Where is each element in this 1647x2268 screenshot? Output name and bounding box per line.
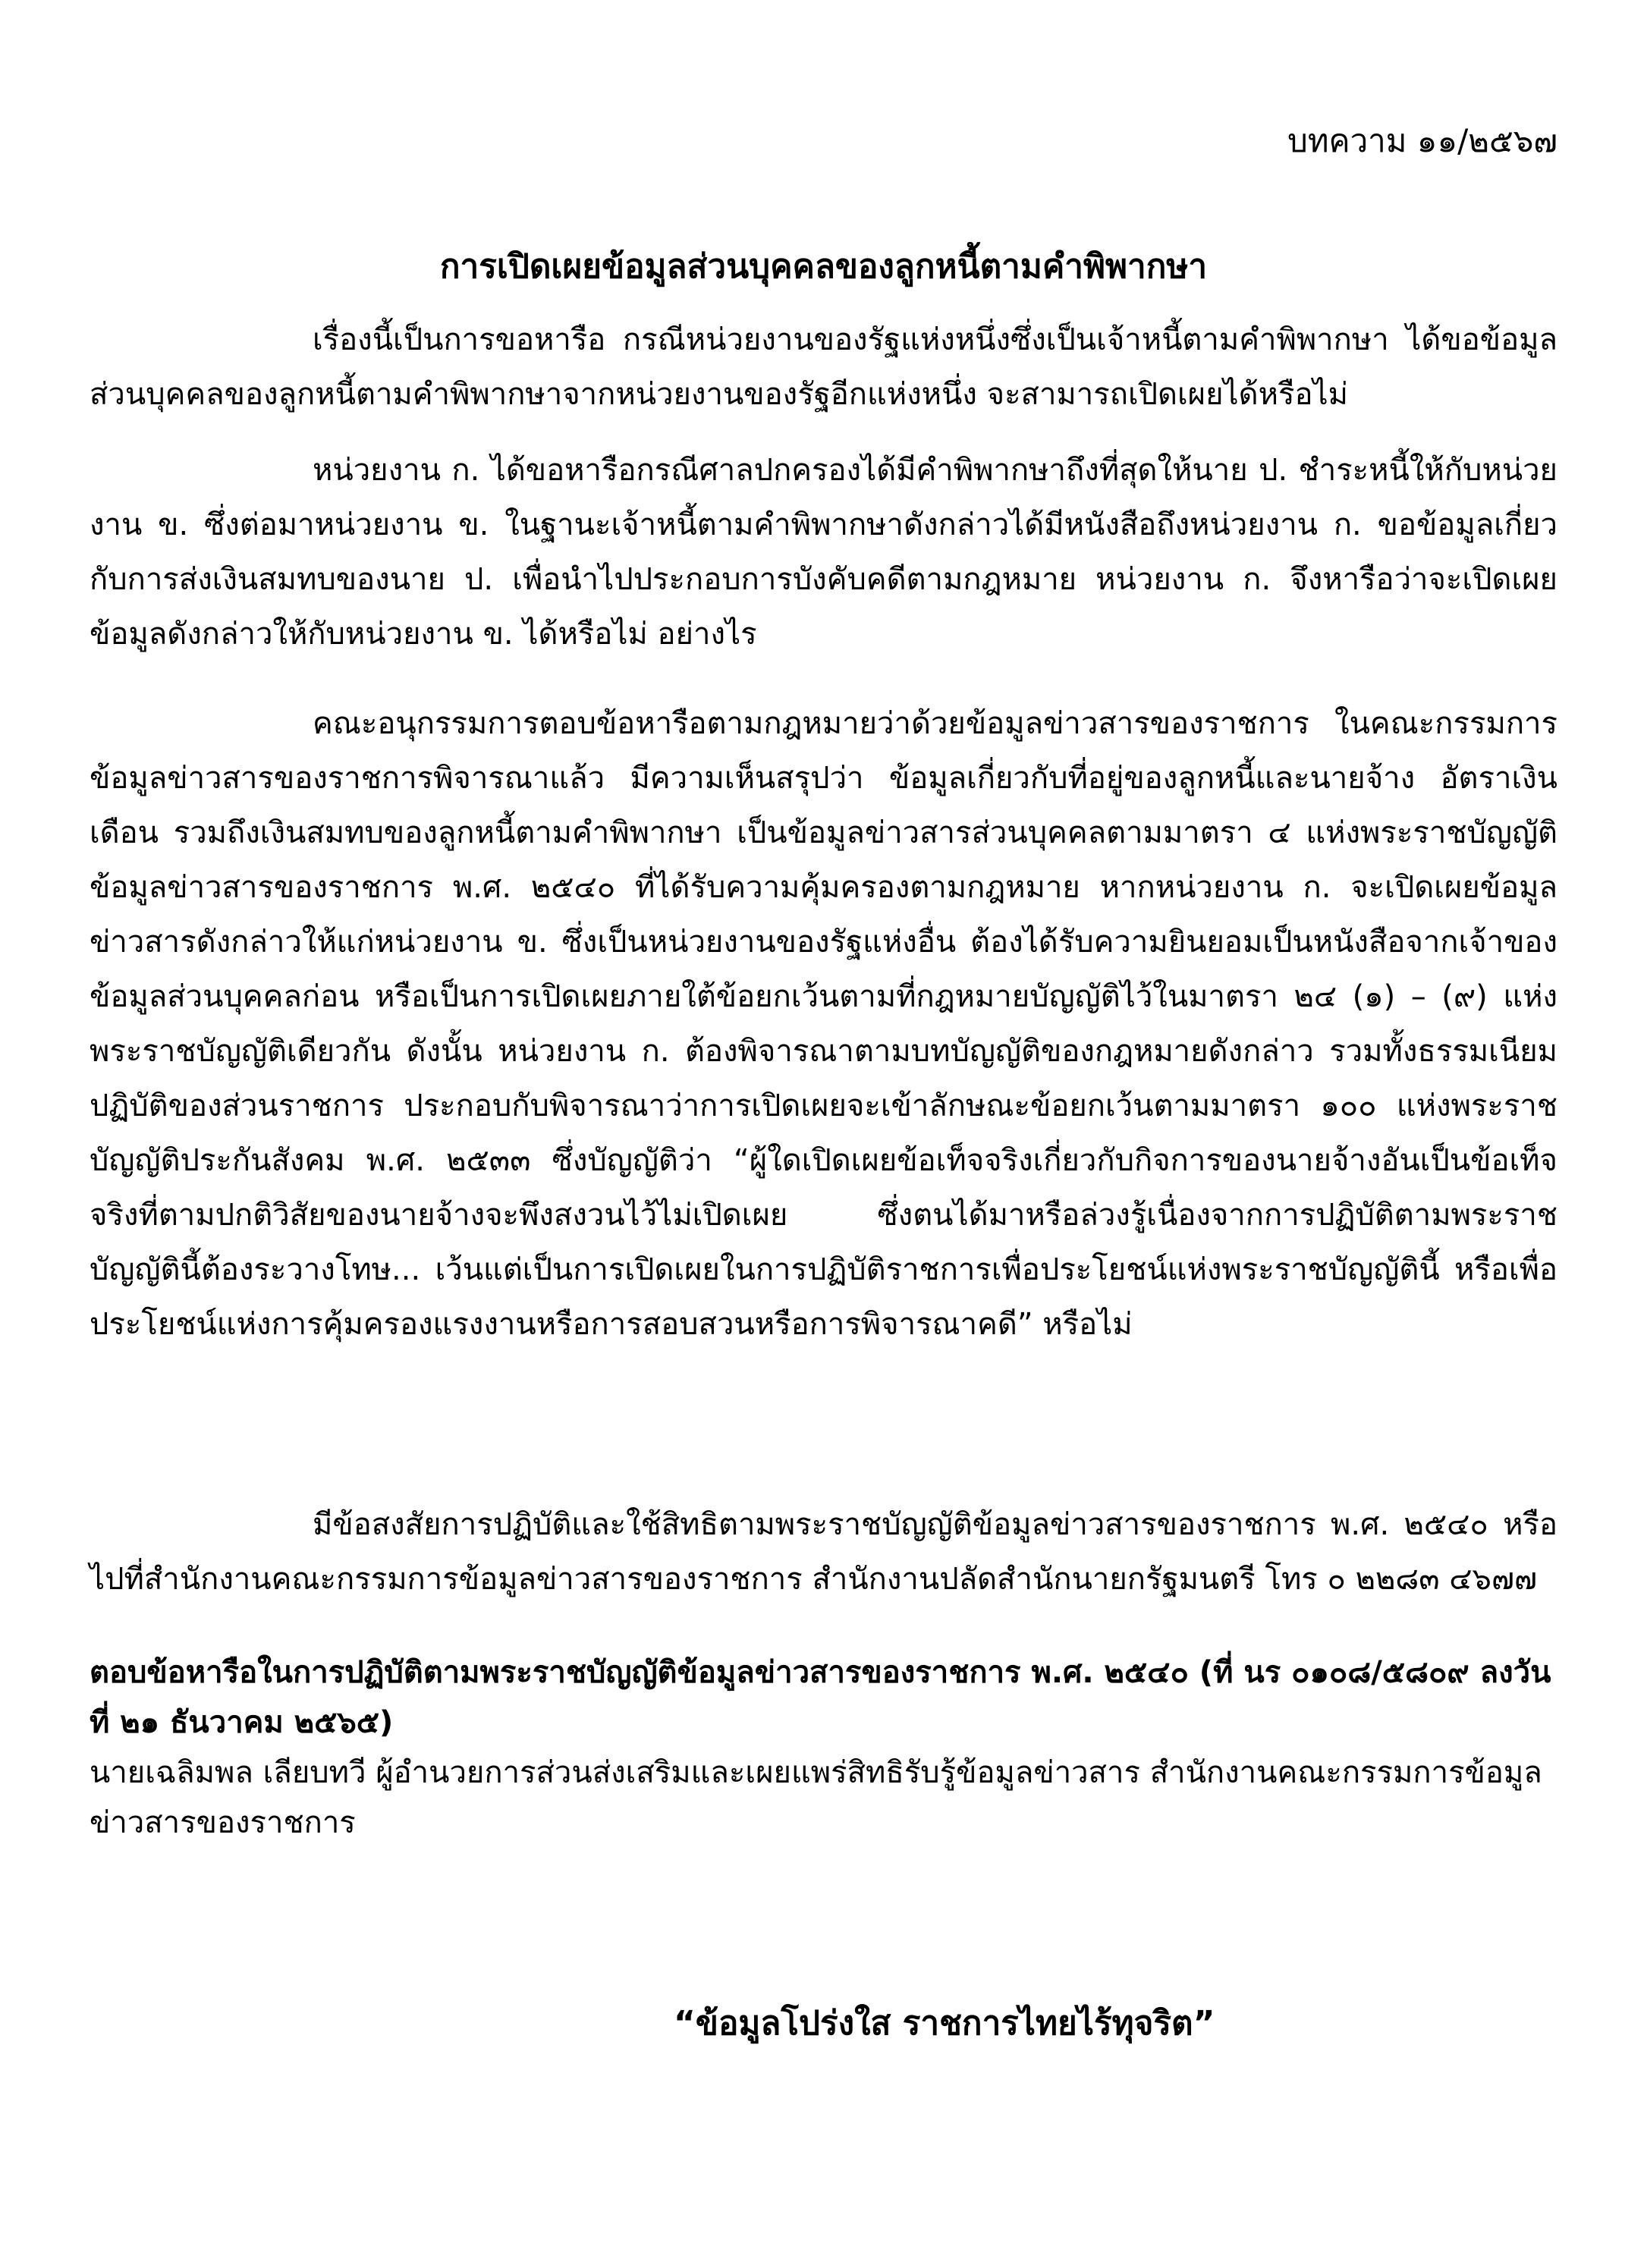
paragraph-question: เรื่องนี้เป็นการขอหารือ กรณีหน่วยงานของรัฐแห่งหนึ่งซึ่งเป็นเจ้าหนี้ตามคำพิพากษา ได้ขอข้อมูลส่วนบุคคลของลูกหนี้ตามคำพิพากษาจากหน่วยงานของรัฐอีกแห่งหนึ่ง จะสามารถเปิดเผยได้หรือไม่ [90,322,1557,412]
slogan: “ข้อมูลโปร่งใส ราชการไทยไร้ทุจริต” [674,2004,1215,2043]
article-title: การเปิดเผยข้อมูลส่วนบุคคลของลูกหนี้ตามคำพิพากษา [439,247,1208,286]
paragraph-facts: หน่วยงาน ก. ได้ขอหารือกรณีศาลปกครองได้มีคำพิพากษาถึงที่สุดให้นาย ป. ชำระหนี้ให้กับหน่วยงาน ข. ซึ่งต่อมาหน่วยงาน ข. ในฐานะเจ้าหนี้ตามคำพิพากษาดังกล่าวได้มีหนังสือถึงหน่วยงาน ก. ขอข้อมูลเกี่ยวกับการส่งเงินสมทบของนาย ป. เพื่อนำไปประกอบการบังคับคดีตามกฎหมาย หน่วยงาน ก. จึงหารือว่าจะเปิดเผยข้อมูลดังกล่าวให้กับหน่วยงาน ข. ได้หรือไม่ อย่างไร [90,453,1557,652]
paragraph-opinion: คณะอนุกรรมการตอบข้อหารือตามกฎหมายว่าด้วยข้อมูลข่าวสารของราชการ ในคณะกรรมการข้อมูลข่าวสารของราชการพิจารณาแล้ว มีความเห็นสรุปว่า ข้อมูลเกี่ยวกับที่อยู่ของลูกหนี้และนายจ้าง อัตราเงินเดือน รวมถึงเงินสมทบของลูกหนี้ตามคำพิพากษา เป็นข้อมูลข่าวสารส่วนบุคคลตามมาตรา ๔ แห่งพระราชบัญญัติข้อมูลข่าวสารของราชการ พ.ศ. ๒๕๔๐ ที่ได้รับความคุ้มครองตามกฎหมาย หากหน่วยงาน ก. จะเปิดเผยข้อมูลข่าวสารดังกล่าวให้แก่หน่วยงาน ข. ซึ่งเป็นหน่วยงานของรัฐแห่งอื่น ต้องได้รับความยินยอมเป็นหนังสือจากเจ้าของข้อมูลส่วนบุคคลก่อน หรือเป็นการเปิดเผยภายใต้ข้อยกเว้นตามที่กฎหมายบัญญัติไว้ในมาตรา ๒๔ (๑) – (๙) แห่งพระราชบัญญัติเดียวกัน ดังนั้น หน่วยงาน ก. ต้องพิจารณาตามบทบัญญัติของกฎหมายดังกล่าว รวมทั้งธรรมเนียมปฏิบัติของส่วนราชการ ประกอบกับพิจารณาว่าการเปิดเผยจะเข้าลักษณะข้อยกเว้นตามมาตรา ๑๐๐ แห่งพระราชบัญญัติประกันสังคม พ.ศ. ๒๕๓๓ ซึ่งบัญญัติว่า “ผู้ใดเปิดเผยข้อเท็จจริงเกี่ยวกับกิจการของนายจ้างอันเป็นข้อเท็จจริงที่ตามปกติวิสัยของนายจ้างจะพึงสงวนไว้ไม่เปิดเผย ซึ่งตนได้มาหรือล่วงรู้เนื่องจากการปฏิบัติตามพระราชบัญญัตินี้ต้องระวางโทษ... เว้นแต่เป็นการเปิดเผยในการปฏิบัติราชการเพื่อประโยชน์แห่งพระราชบัญญัตินี้ หรือเพื่อประโยชน์แห่งการคุ้มครองแรงงานหรือการสอบสวนหรือการพิจารณาคดี” หรือไม่ [90,706,1557,1342]
paragraph-contact: มีข้อสงสัยการปฏิบัติและใช้สิทธิตามพระราชบัญญัติข้อมูลข่าวสารของราชการ พ.ศ. ๒๕๔๐ หรือไปที่สำนักงานคณะกรรมการข้อมูลข่าวสารของราชการ สำนักงานปลัดสำนักนายกรัฐมนตรี โทร ๐ ๒๒๘๓ ๔๖๗๗ [90,1507,1557,1597]
author-credit: นายเฉลิมพล เลียบทวี ผู้อำนวยการส่วนส่งเสริมและเผยแพร่สิทธิรับรู้ข้อมูลข่าวสาร สำนักงานคณะกรรมการข้อมูลข่าวสารของราชการ [90,1755,1542,1840]
article-number: บทความ ๑๑/๒๕๖๗ [1287,122,1557,159]
reference-note: ตอบข้อหารือในการปฏิบัติตามพระราชบัญญัติข้อมูลข่าวสารของราชการ พ.ศ. ๒๕๔๐ (ที่ นร ๐๑๐๘/๕๘๐๙ ลงวันที่ ๒๑ ธันวาคม ๒๕๖๕) [90,1655,1551,1740]
